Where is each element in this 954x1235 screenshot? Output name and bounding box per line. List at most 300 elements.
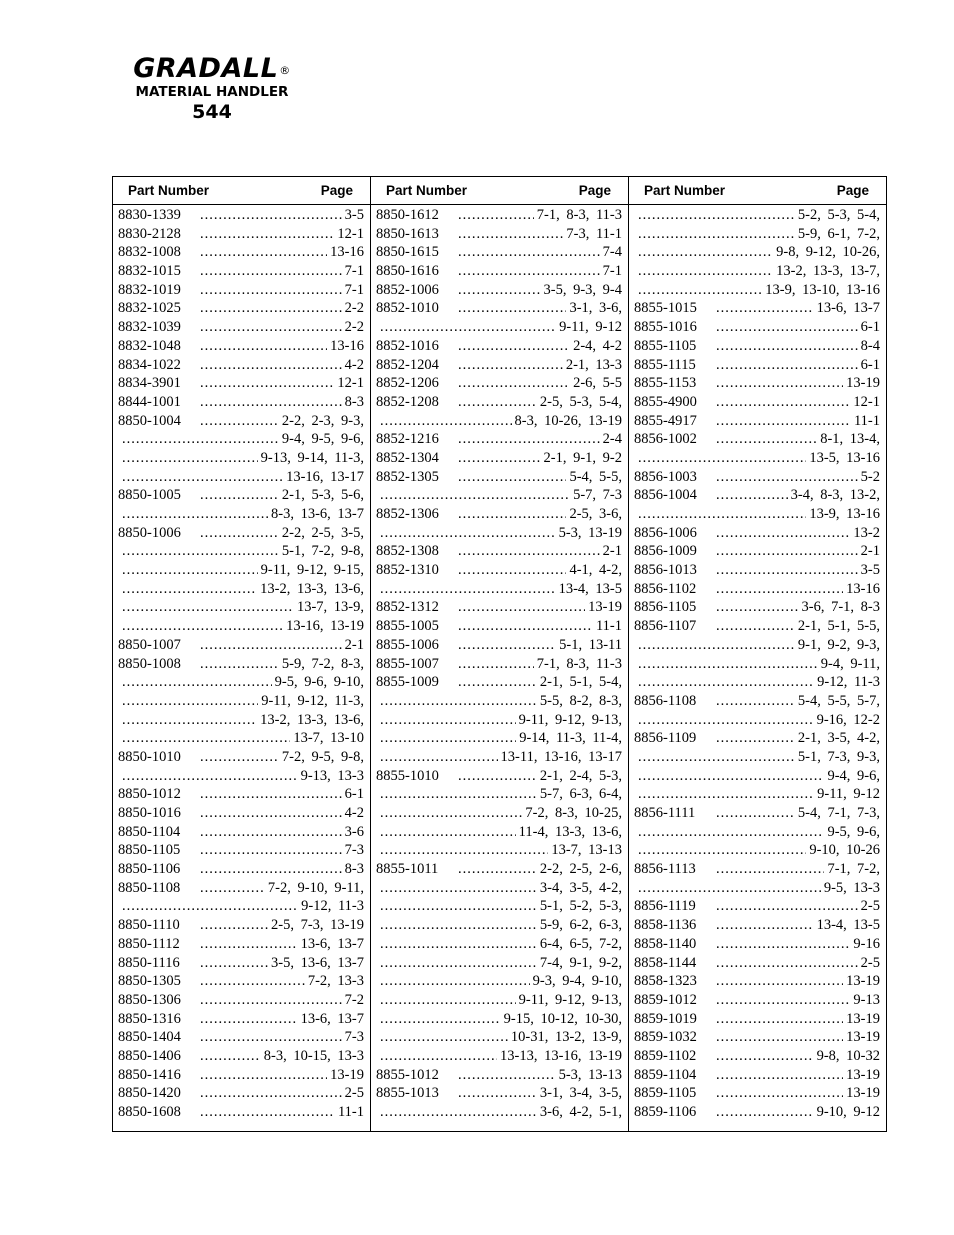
page-reference: 11-1 [337, 1104, 364, 1120]
dot-leader [458, 673, 537, 692]
page-reference: 13-16 [846, 580, 880, 597]
dot-leader [458, 337, 570, 356]
part-number: 8850-1106 [118, 861, 181, 878]
index-row [118, 785, 364, 804]
page-reference: 5-4, 5-5, 5-7, [797, 692, 880, 709]
dot-leader [458, 561, 566, 580]
index-row [376, 991, 622, 1010]
dot-leader [380, 524, 556, 543]
index-row [118, 505, 364, 524]
index-row [634, 879, 880, 898]
page-reference: 6-1 [860, 356, 880, 373]
index-row [118, 318, 364, 337]
part-number: 8855-4917 [634, 412, 697, 429]
dot-leader [200, 374, 334, 393]
part-number: 8856-1003 [634, 468, 697, 485]
dot-leader [458, 860, 537, 879]
index-row [634, 1103, 880, 1122]
page-reference: 13-19 [588, 599, 622, 616]
dot-leader [122, 729, 290, 748]
part-number: 8859-1012 [634, 991, 697, 1008]
page-reference: 13-16 [330, 244, 364, 261]
dot-leader [638, 225, 795, 244]
page-reference: 3-6, 4-2, 5-1, [539, 1104, 622, 1120]
dot-leader [380, 692, 537, 711]
dot-leader [716, 356, 858, 375]
index-row [376, 337, 622, 356]
part-number: 8850-1404 [118, 1029, 181, 1046]
part-number: 8856-1111 [634, 805, 696, 821]
index-row [634, 729, 880, 748]
dot-leader [716, 430, 817, 449]
part-number: 8855-1153 [634, 375, 697, 392]
part-number: 8858-1323 [634, 973, 697, 990]
index-row [118, 1047, 364, 1066]
page-reference: 3-1, 3-6, [569, 300, 622, 317]
index-row [376, 468, 622, 487]
index-row [376, 879, 622, 898]
index-row [118, 954, 364, 973]
part-number: 8832-1019 [118, 281, 181, 298]
page-reference: 5-9, 6-2, 6-3, [539, 917, 622, 934]
page-reference: 13-6, 13-7 [816, 300, 880, 317]
dot-leader [638, 281, 762, 300]
part-number: 8834-1022 [118, 356, 181, 373]
dot-leader [716, 935, 850, 954]
dot-leader [716, 299, 814, 318]
page-reference: 9-4, 9-6, [827, 767, 880, 784]
index-row [118, 225, 364, 244]
index-row [634, 449, 880, 468]
dot-leader [200, 823, 342, 842]
page-reference: 12-1 [337, 225, 364, 242]
page-reference: 2-5, 7-3, 13-19 [271, 917, 364, 934]
dot-leader [638, 841, 806, 860]
index-row [376, 281, 622, 300]
dot-leader [716, 542, 858, 561]
page-reference: 9-8, 10-32 [816, 1047, 880, 1064]
page-reference: 2-1 [344, 636, 364, 653]
page-reference: 7-4, 9-1, 9-2, [539, 954, 622, 971]
page-reference: 3-1, 3-4, 3-5, [539, 1085, 622, 1102]
dot-leader [716, 561, 858, 580]
dot-leader [716, 1103, 814, 1122]
index-row [118, 1010, 364, 1029]
dot-leader [200, 748, 279, 767]
index-row [634, 1028, 880, 1047]
index-row [376, 206, 622, 225]
index-row [634, 860, 880, 879]
index-row [118, 561, 364, 580]
part-number: 8850-1316 [118, 1010, 181, 1027]
dot-leader [200, 1103, 335, 1122]
index-row [118, 1084, 364, 1103]
dot-leader [716, 393, 850, 412]
dot-leader [716, 860, 824, 879]
dot-leader [638, 823, 824, 842]
index-row [634, 542, 880, 561]
index-row [118, 524, 364, 543]
dot-leader [458, 281, 541, 300]
index-row [118, 860, 364, 879]
index-row [118, 393, 364, 412]
page-reference: 9-4, 9-5, 9-6, [281, 431, 364, 448]
part-number: 8855-1115 [634, 356, 696, 373]
dot-leader [458, 505, 566, 524]
index-row [118, 356, 364, 375]
index-row [634, 841, 880, 860]
dot-leader [200, 972, 305, 991]
dot-leader [200, 393, 342, 412]
page-reference: 12-1 [337, 375, 364, 392]
dot-leader [122, 561, 258, 580]
part-number: 8850-1608 [118, 1104, 181, 1120]
index-row [376, 598, 622, 617]
dot-leader [380, 412, 512, 431]
index-row [118, 486, 364, 505]
page-reference: 7-1, 7-2, [827, 861, 880, 878]
part-number: 8852-1208 [376, 393, 439, 410]
index-row [118, 337, 364, 356]
dot-leader [200, 337, 327, 356]
index-row [634, 972, 880, 991]
dot-leader [200, 524, 279, 543]
page-reference: 5-2, 5-3, 5-4, [797, 207, 880, 223]
index-row [118, 617, 364, 636]
page-reference: 2-5, 3-6, [569, 506, 622, 522]
index-row [376, 767, 622, 786]
dot-leader [200, 954, 268, 973]
part-number: 8859-1019 [634, 1010, 697, 1027]
part-number: 8852-1016 [376, 337, 439, 354]
page-reference: 13-7, 13-13 [551, 842, 622, 859]
page-reference: 13-13, 13-16, 13-19 [500, 1047, 622, 1064]
dot-leader [122, 598, 294, 617]
index-row [376, 897, 622, 916]
dot-leader [200, 916, 268, 935]
dot-leader [638, 673, 814, 692]
page-reference: 5-1, 7-2, 9-8, [281, 543, 364, 560]
dot-leader [200, 225, 334, 244]
part-number: 8856-1107 [634, 618, 697, 635]
index-row [634, 692, 880, 711]
index-row [118, 841, 364, 860]
index-row [376, 1066, 622, 1085]
part-number: 8858-1144 [634, 954, 697, 971]
part-number: 8850-1616 [376, 263, 439, 280]
dot-leader [200, 841, 342, 860]
page-reference: 13-4, 13-5 [816, 917, 880, 934]
dot-leader [458, 374, 570, 393]
index-row [376, 823, 622, 842]
dot-leader [380, 785, 537, 804]
part-number: 8832-1039 [118, 319, 181, 336]
part-number: 8855-1105 [634, 337, 697, 354]
page-reference: 5-4, 5-5, [569, 468, 622, 485]
dot-leader [638, 262, 773, 281]
index-row [376, 636, 622, 655]
page-reference: 7-1, 8-3, 11-3 [536, 655, 622, 672]
index-row [634, 225, 880, 244]
part-number: 8850-1613 [376, 225, 439, 242]
index-row [118, 468, 364, 487]
dot-leader [638, 785, 814, 804]
index-row [376, 673, 622, 692]
page-reference: 7-2 [344, 991, 364, 1008]
dot-leader [716, 972, 843, 991]
index-row [634, 935, 880, 954]
part-number: 8852-1010 [376, 300, 439, 317]
page-reference: 13-19 [846, 1010, 880, 1027]
dot-leader [380, 935, 537, 954]
page-reference: 2-5 [344, 1085, 364, 1102]
page-reference: 5-3, 13-19 [558, 524, 622, 541]
page-reference: 13-7, 13-9, [296, 599, 364, 616]
page-reference: 9-10, 9-12 [816, 1104, 880, 1120]
part-number: 8850-1104 [118, 823, 181, 840]
page-reference: 3-4, 3-5, 4-2, [539, 879, 622, 896]
index-row [634, 524, 880, 543]
index-row [118, 1103, 364, 1122]
part-number: 8850-1012 [118, 786, 181, 803]
page-reference: 13-19 [846, 1029, 880, 1046]
page-reference: 13-11, 13-16, 13-17 [500, 748, 622, 765]
page-reference: 5-4, 7-1, 7-3, [797, 805, 880, 821]
page-reference: 5-3, 13-13 [558, 1066, 622, 1083]
part-number: 8855-1013 [376, 1085, 439, 1102]
page-reference: 9-13, 9-14, 11-3, [260, 449, 364, 466]
part-number: 8856-1004 [634, 487, 697, 504]
dot-leader [458, 617, 593, 636]
dot-leader [716, 954, 858, 973]
page-reference: 9-14, 11-3, 11-4, [519, 730, 622, 747]
index-row [376, 617, 622, 636]
page-reference: 7-2, 8-3, 10-25, [525, 805, 622, 821]
part-number: 8850-1406 [118, 1047, 181, 1064]
index-row [634, 262, 880, 281]
page-reference: 13-19 [846, 973, 880, 990]
page-reference: 13-16, 13-19 [286, 618, 364, 635]
index-row [118, 598, 364, 617]
part-number: 8850-1416 [118, 1066, 181, 1083]
page-reference: 9-11, 9-12, 9-13, [518, 991, 622, 1008]
part-number: 8855-4900 [634, 393, 697, 410]
index-rows [629, 205, 886, 1122]
dot-leader [716, 804, 795, 823]
page-reference: 9-1, 9-2, 9-3, [797, 636, 880, 653]
dot-leader [458, 356, 563, 375]
dot-leader [716, 617, 795, 636]
page-reference: 3-5, 9-3, 9-4 [543, 281, 622, 298]
index-row [376, 374, 622, 393]
dot-leader [200, 655, 279, 674]
index-row [376, 225, 622, 244]
index-row [634, 337, 880, 356]
part-number: 8855-1016 [634, 319, 697, 336]
dot-leader [716, 1047, 814, 1066]
page-reference: 3-5 [860, 562, 880, 579]
index-row [634, 206, 880, 225]
page-reference: 6-1 [860, 319, 880, 336]
index-row [376, 935, 622, 954]
dot-leader [380, 841, 548, 860]
part-number: 8852-1304 [376, 449, 439, 466]
dot-leader [380, 711, 516, 730]
page-reference: 8-3, 10-26, 13-19 [514, 412, 622, 429]
page-reference: 13-19 [846, 375, 880, 392]
dot-leader [716, 468, 858, 487]
index-row [376, 785, 622, 804]
page-reference: 13-5, 13-16 [809, 449, 880, 466]
part-number: 8856-1006 [634, 524, 697, 541]
index-row [634, 991, 880, 1010]
dot-leader [380, 991, 516, 1010]
dot-leader [380, 804, 522, 823]
dot-leader [122, 711, 257, 730]
page-reference: 13-2, 13-3, 13-6, [260, 711, 364, 728]
dot-leader [122, 430, 279, 449]
page-reference: 13-6, 13-7 [300, 1010, 364, 1027]
dot-leader [458, 243, 600, 262]
page-reference: 2-4 [602, 431, 622, 448]
index-row [376, 542, 622, 561]
page-reference: 8-3 [344, 393, 364, 410]
index-row [634, 598, 880, 617]
index-row [118, 449, 364, 468]
dot-leader [716, 897, 858, 916]
part-number: 8855-1007 [376, 655, 439, 672]
dot-leader [380, 954, 537, 973]
dot-leader [200, 299, 342, 318]
dot-leader [716, 991, 850, 1010]
part-number: 8850-1110 [118, 917, 180, 934]
part-number-header: Part Number [128, 183, 210, 198]
page-reference: 7-4 [602, 244, 622, 261]
index-row [376, 711, 622, 730]
index-row [634, 711, 880, 730]
dot-leader [380, 916, 537, 935]
part-number: 8856-1105 [634, 599, 697, 616]
dot-leader [200, 935, 298, 954]
index-row [118, 804, 364, 823]
part-number: 8858-1136 [634, 917, 697, 934]
page-reference: 11-1 [595, 618, 622, 635]
part-number-header: Part Number [644, 183, 726, 198]
page-reference: 9-11, 9-12, 11-3, [261, 692, 364, 709]
index-row [118, 972, 364, 991]
dot-leader [458, 598, 585, 617]
index-row [634, 486, 880, 505]
part-number: 8859-1106 [634, 1104, 697, 1120]
index-row [376, 412, 622, 431]
part-number: 8850-1420 [118, 1085, 181, 1102]
dot-leader [122, 449, 258, 468]
registered-mark: ® [279, 64, 291, 77]
index-row [118, 748, 364, 767]
page-reference: 2-1, 3-5, 4-2, [797, 730, 880, 747]
dot-leader [716, 318, 858, 337]
index-row [118, 916, 364, 935]
dot-leader [716, 412, 851, 431]
part-number: 8832-1048 [118, 337, 181, 354]
index-row [634, 636, 880, 655]
index-row [118, 281, 364, 300]
part-number: 8852-1312 [376, 599, 439, 616]
index-row [118, 636, 364, 655]
page-header: Page [320, 183, 353, 198]
dot-leader [122, 617, 283, 636]
dot-leader [638, 767, 824, 786]
page-reference: 3-4, 8-3, 13-2, [790, 487, 880, 504]
page-reference: 9-11, 9-12 [559, 319, 622, 336]
page-reference: 9-5, 9-6, [827, 823, 880, 840]
page-reference: 11-1 [853, 412, 880, 429]
part-number: 8850-1006 [118, 524, 181, 541]
part-number: 8855-1009 [376, 674, 439, 691]
index-column-2 [371, 177, 629, 1131]
index-row [634, 897, 880, 916]
page-reference: 7-1, 8-3, 11-3 [536, 207, 622, 223]
index-row [376, 561, 622, 580]
part-number: 8850-1016 [118, 805, 181, 821]
index-row [118, 991, 364, 1010]
index-row [118, 935, 364, 954]
index-row [634, 580, 880, 599]
page-reference: 2-6, 5-5 [573, 375, 622, 392]
dot-leader [458, 430, 600, 449]
dot-leader [458, 393, 537, 412]
index-row [118, 243, 364, 262]
page-reference: 2-1, 5-3, 5-6, [281, 487, 364, 504]
index-row [376, 318, 622, 337]
dot-leader [716, 916, 814, 935]
dot-leader [458, 542, 600, 561]
dot-leader [716, 580, 843, 599]
part-number: 8850-1010 [118, 748, 181, 765]
page-reference: 9-16, 12-2 [816, 711, 880, 728]
page-header: Page [836, 183, 869, 198]
dot-leader [716, 1066, 843, 1085]
part-number: 8859-1102 [634, 1047, 697, 1064]
dot-leader [122, 580, 257, 599]
dot-leader [380, 748, 498, 767]
index-row [376, 804, 622, 823]
dot-leader [200, 1066, 327, 1085]
dot-leader [716, 1010, 843, 1029]
dot-leader [380, 823, 516, 842]
part-number: 8850-1105 [118, 842, 181, 859]
index-row [376, 860, 622, 879]
model-number: 544 [192, 101, 232, 123]
page-reference: 2-2 [344, 319, 364, 336]
part-number: 8830-1339 [118, 207, 181, 223]
index-row [634, 356, 880, 375]
index-row [634, 617, 880, 636]
page-reference: 9-11, 9-12, 9-15, [260, 562, 364, 579]
index-row [634, 468, 880, 487]
part-number: 8856-1009 [634, 543, 697, 560]
part-number: 8850-1108 [118, 879, 181, 896]
part-number: 8852-1308 [376, 543, 439, 560]
dot-leader [200, 412, 279, 431]
page-reference: 13-19 [846, 1085, 880, 1102]
dot-leader [380, 879, 537, 898]
page-reference: 3-6 [344, 823, 364, 840]
dot-leader [200, 1010, 298, 1029]
dot-leader [380, 486, 570, 505]
part-number: 8850-1615 [376, 244, 439, 261]
dot-leader [458, 299, 566, 318]
